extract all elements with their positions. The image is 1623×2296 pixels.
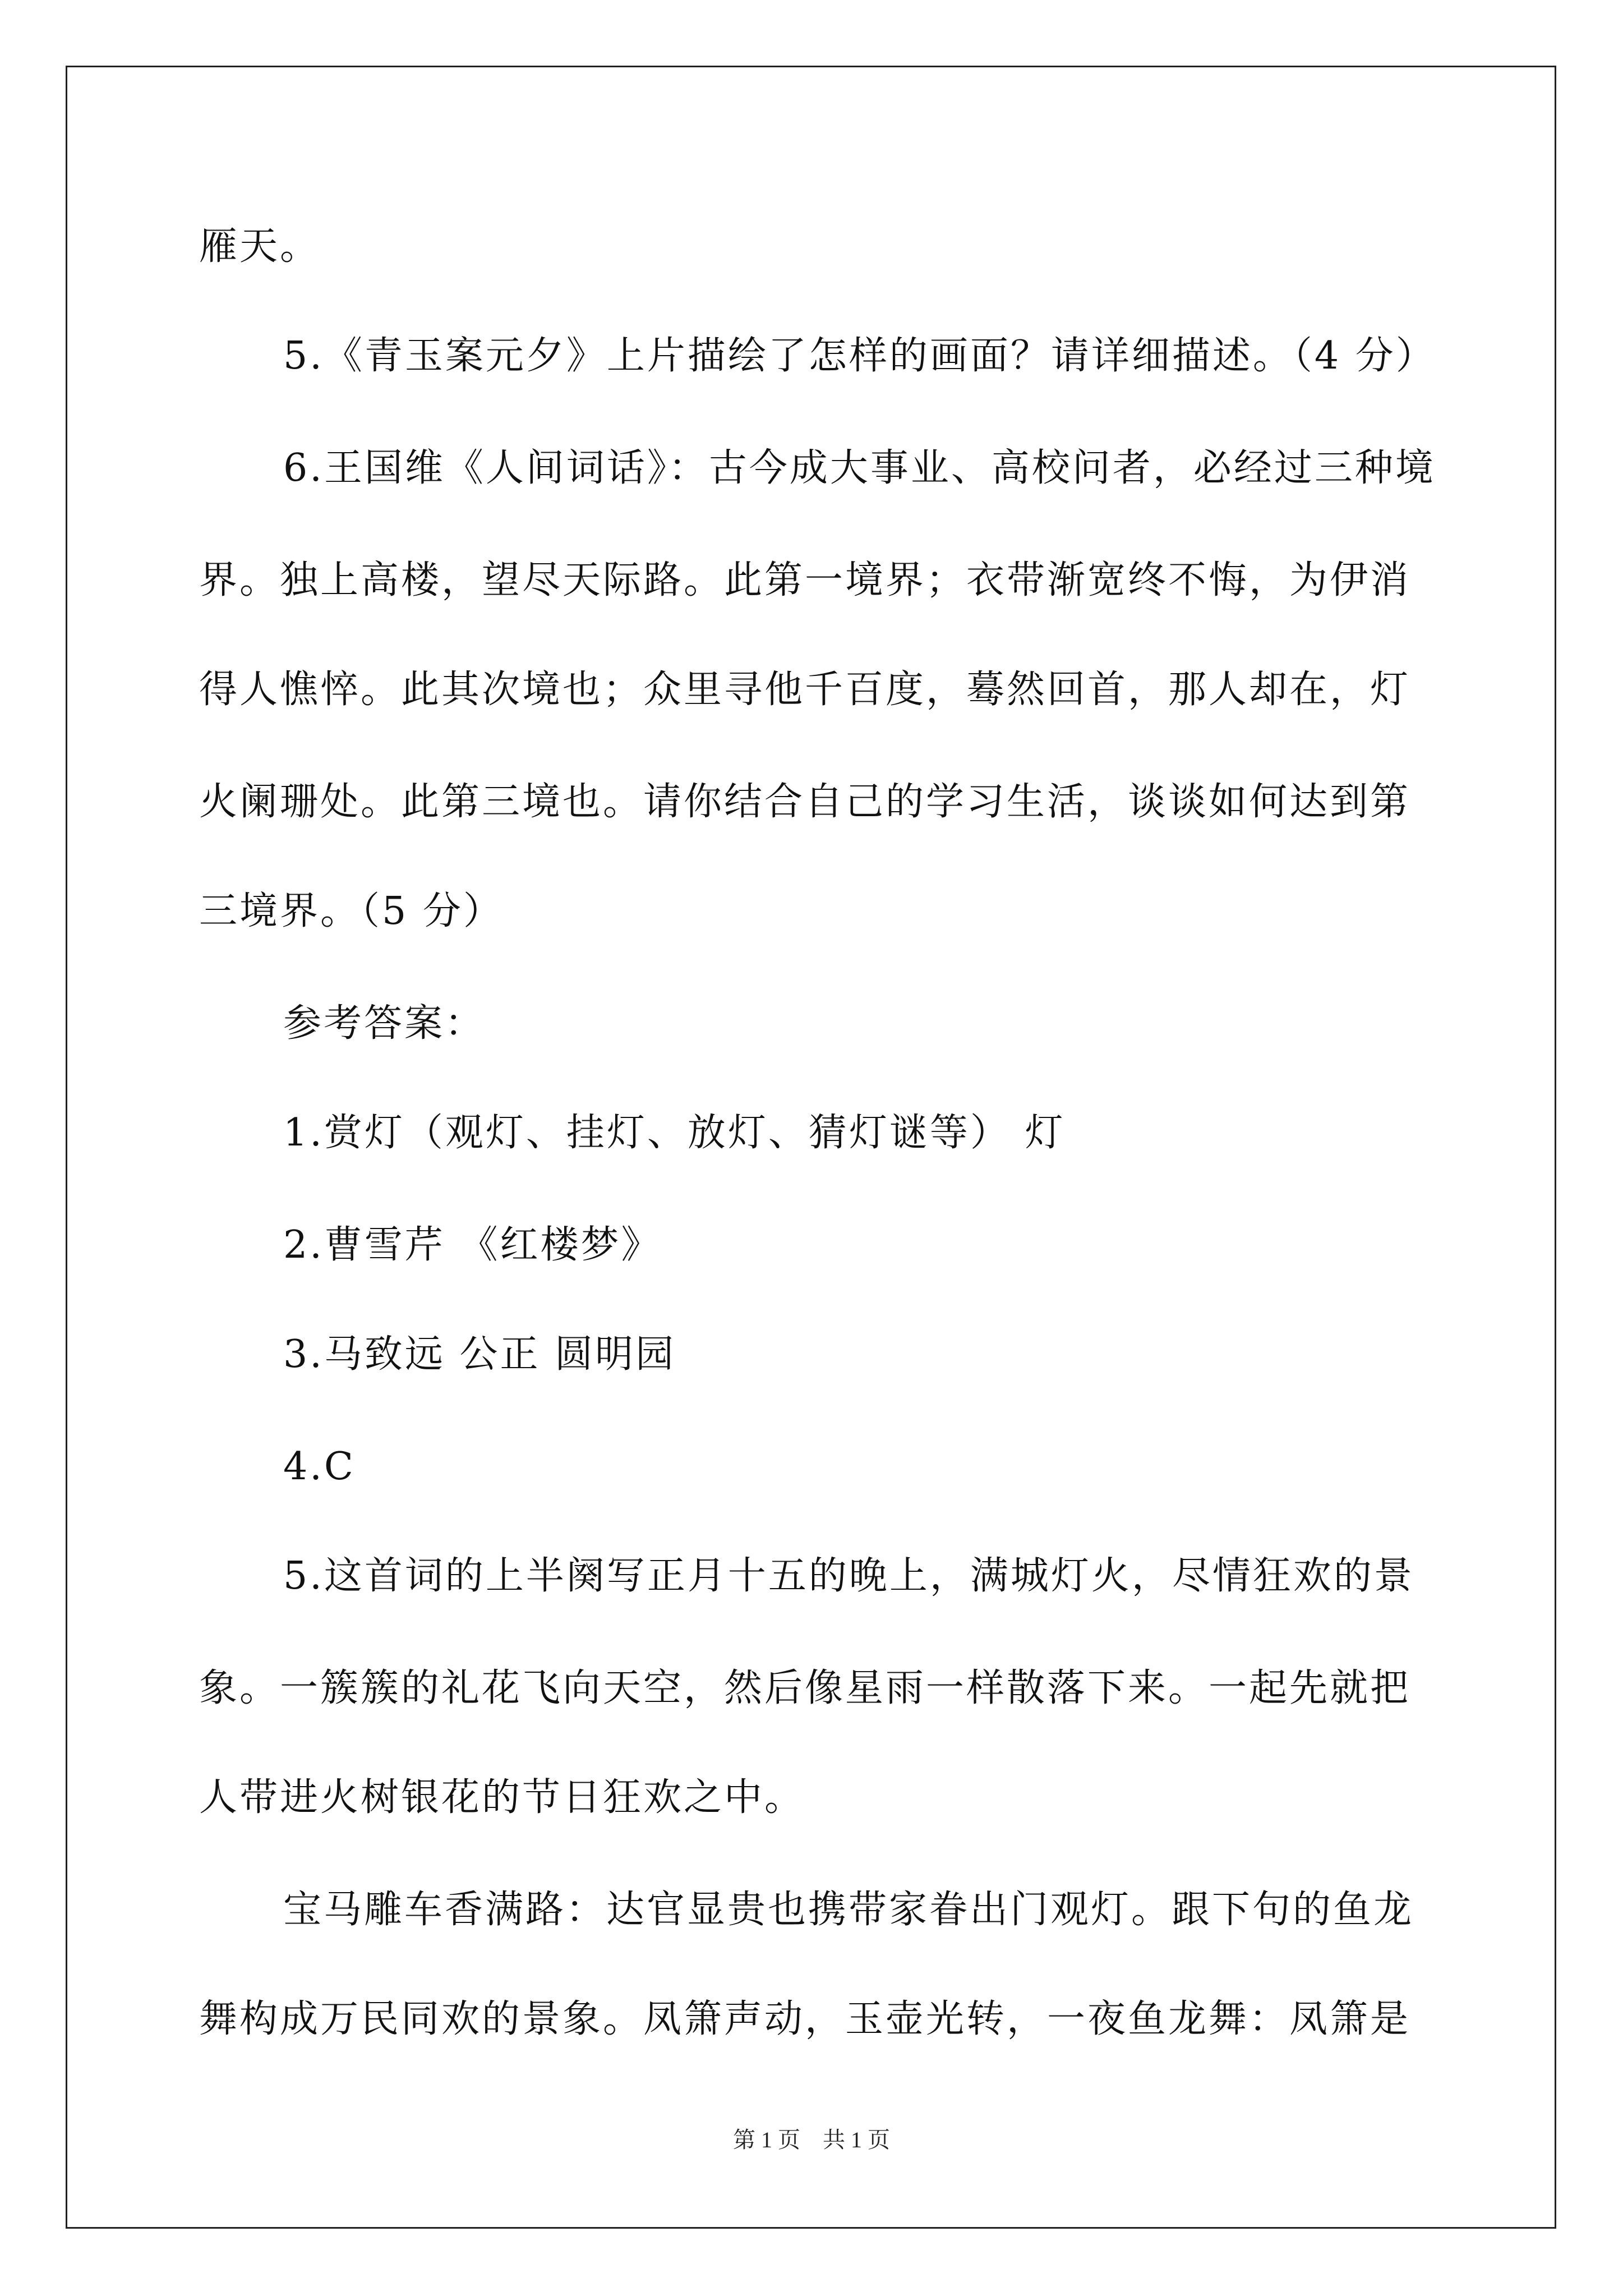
page-footer: 第 1 页 共 1 页	[733, 2127, 890, 2152]
text-line: 宝马雕车香满路：达官显贵也携带家眷出门观灯。跟下句的鱼龙	[283, 1888, 1414, 1932]
text-line: 得人憔悴。此其次境也；众里寻他千百度，蓦然回首，那人却在，灯	[199, 668, 1411, 712]
answers-heading: 参考答案：	[283, 1001, 486, 1046]
text-line: 人带进火树银花的节日狂欢之中。	[199, 1775, 805, 1820]
answer-2: 2.曹雪芹 《红楼梦》	[283, 1223, 662, 1267]
text-line: 三境界。（5 分）	[199, 889, 504, 933]
text-line: 火阑珊处。此第三境也。请你结合自己的学习生活，谈谈如何达到第	[199, 780, 1411, 824]
answer-5: 5.这首词的上半阕写正月十五的晚上，满城灯火，尽情狂欢的景	[283, 1554, 1414, 1598]
text-line: 象。一簇簇的礼花飞向天空，然后像星雨一样散落下来。一起先就把	[199, 1666, 1411, 1710]
answer-1: 1.赏灯（观灯、挂灯、放灯、猜灯谜等） 灯	[283, 1111, 1066, 1155]
question-5: 5.《青玉案元夕》上片描绘了怎样的画面？请详细描述。（4 分）	[283, 334, 1436, 378]
text-line: 雁天。	[199, 224, 321, 269]
answer-4: 4.C	[283, 1444, 356, 1489]
answer-3: 3.马致远 公正 圆明园	[283, 1332, 676, 1377]
question-6: 6.王国维《人间词话》：古今成大事业、高校问者，必经过三种境	[283, 446, 1436, 490]
text-line: 舞构成万民同欢的景象。凤箫声动，玉壶光转，一夜鱼龙舞：凤箫是	[199, 1997, 1411, 2041]
text-line: 界。独上高楼，望尽天际路。此第一境界；衣带渐宽终不悔，为伊消	[199, 558, 1411, 602]
